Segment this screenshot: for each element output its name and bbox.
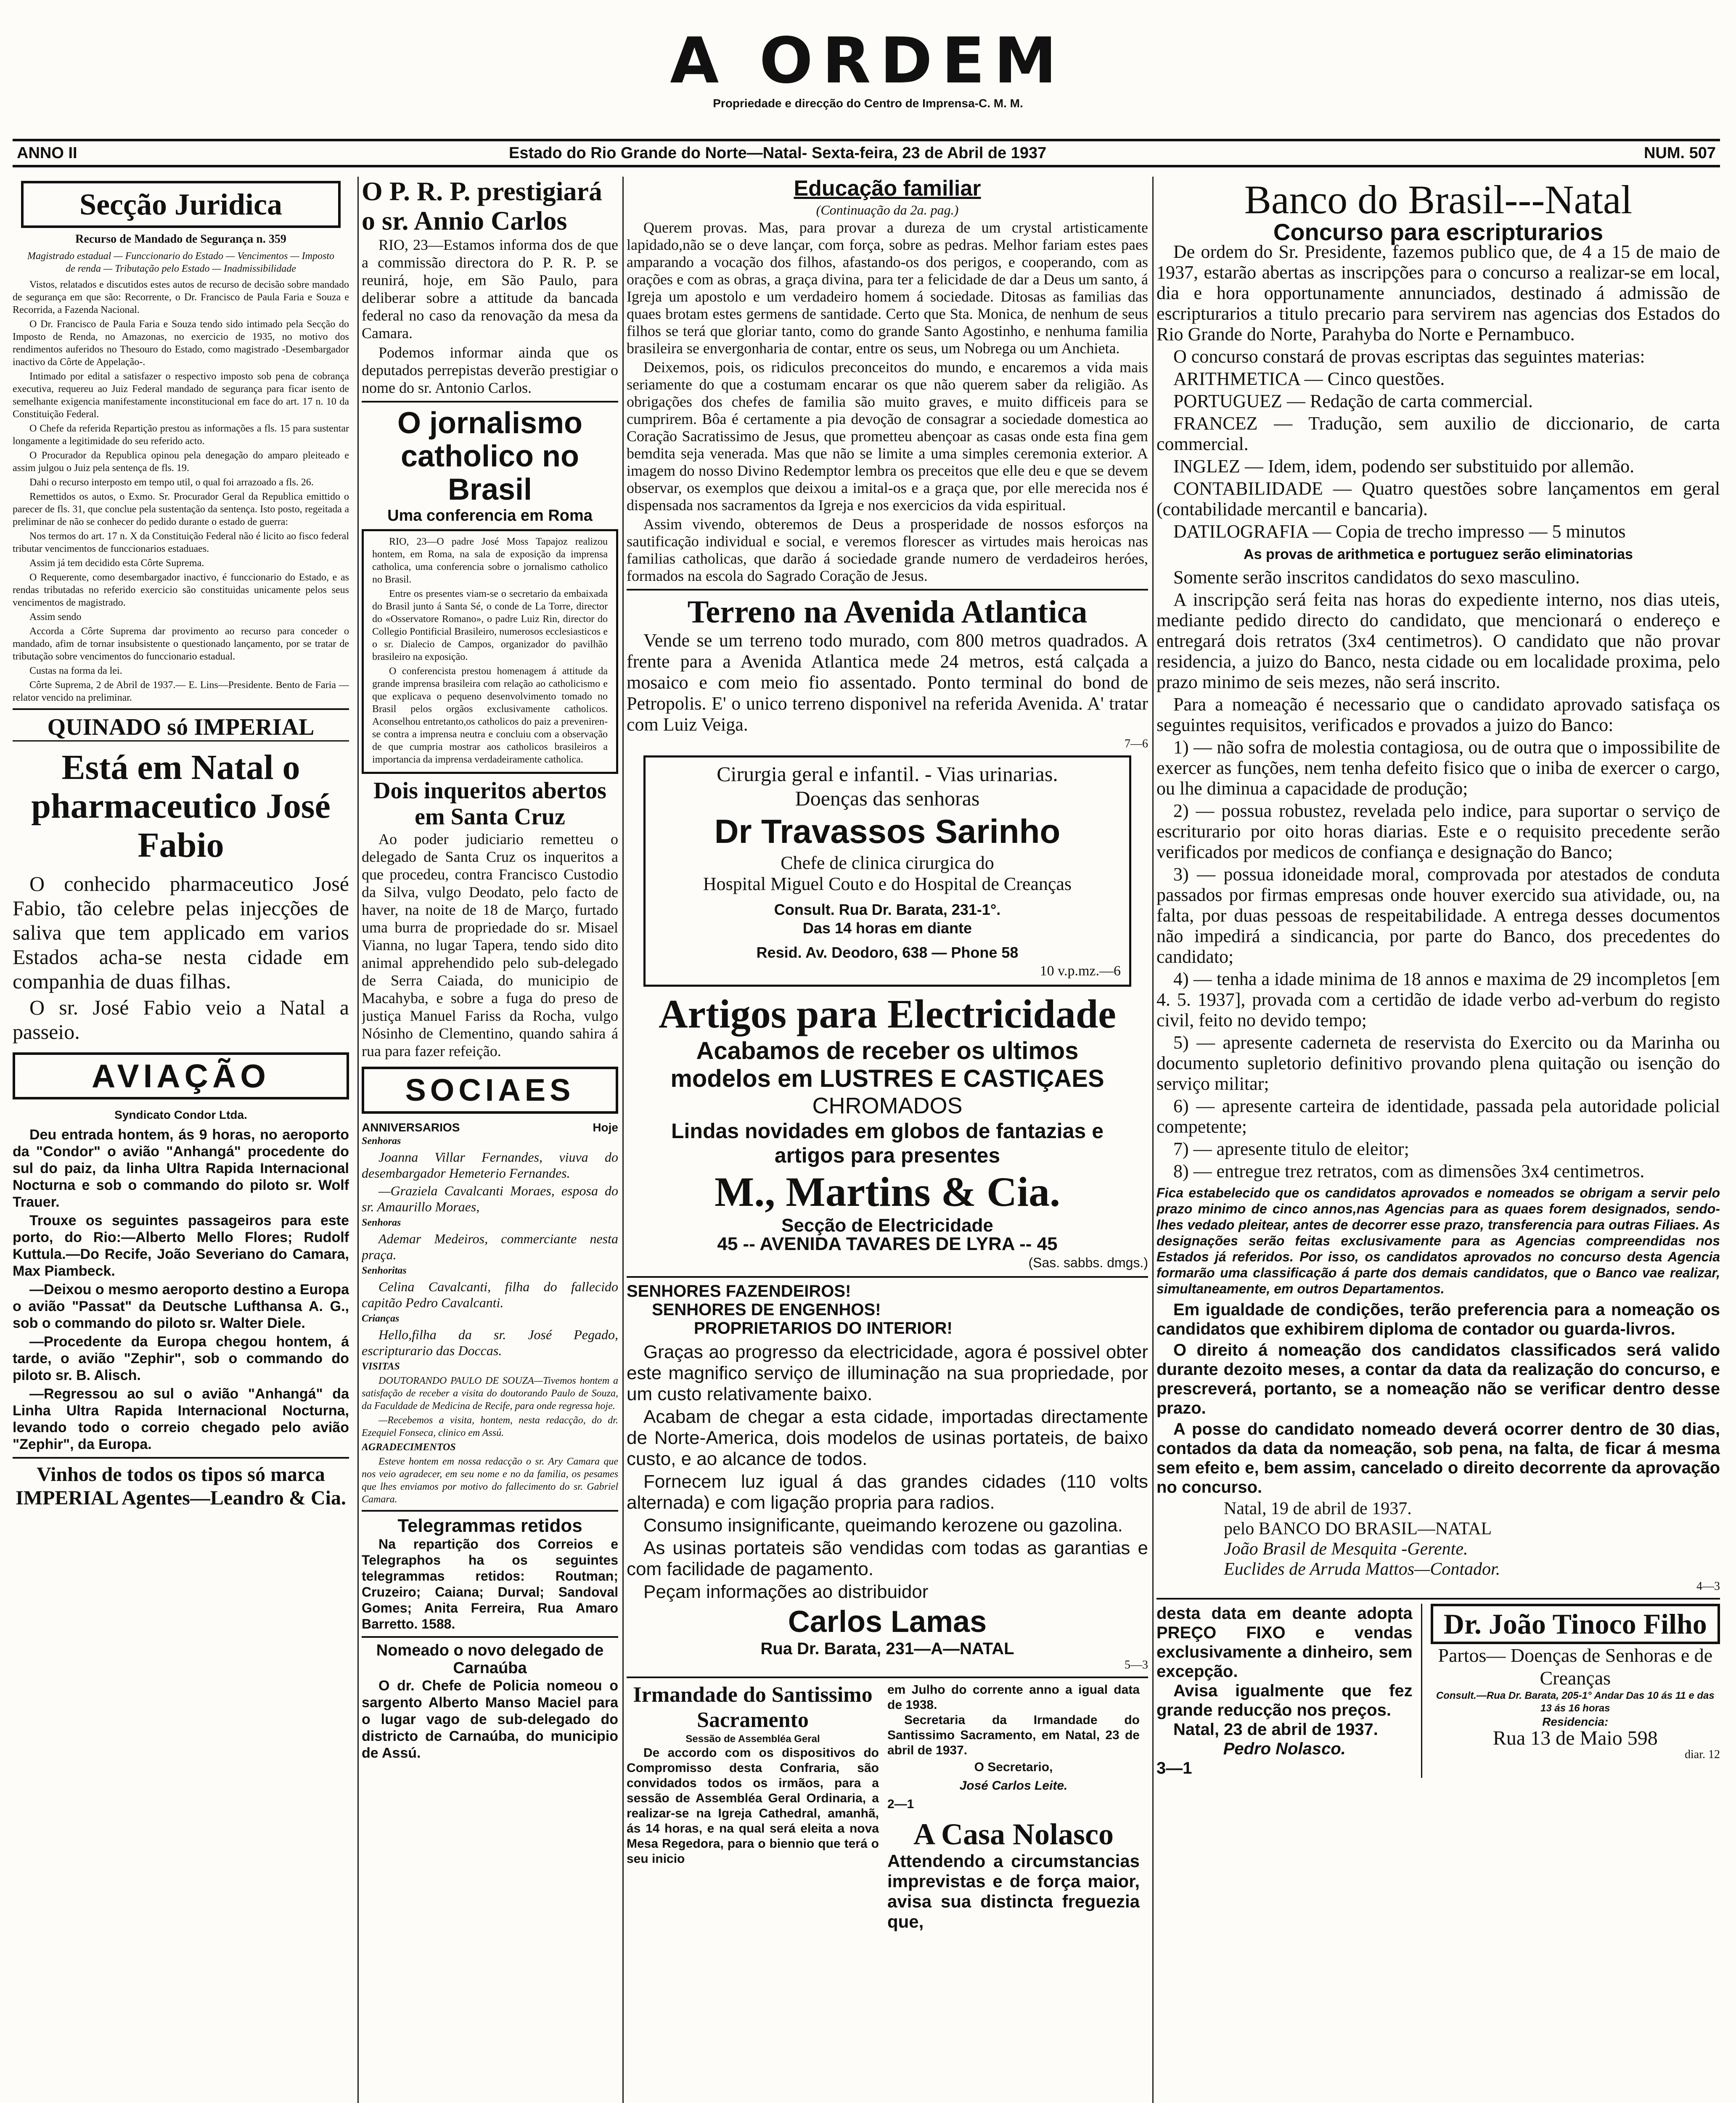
- paragraph: A inscripção será feita nas horas do expediente interno, nos dias uteis, mediante pedido directo do candidato, que mencionará o endereço e entregará dois retratos (3x4 centimetros). O candidato que não provar residencia, a juizo do Banco, nesta cidade ou em localidade proxima, pelo prazo minimo de seis mezes, não será inscrito.: [1156, 589, 1720, 692]
- column-rule: [1152, 177, 1154, 2103]
- label: Senhoritas: [362, 1265, 407, 1276]
- paragraph: Joanna Villar Fernandes, viuva do desembargador Hemeterio Fernandes.: [362, 1149, 618, 1181]
- divider: [627, 1677, 1148, 1678]
- paragraph: Hello,filha da sr. José Pegado, escripturario das Doccas.: [362, 1327, 618, 1358]
- telegrammas-headline: Telegrammas retidos: [397, 1515, 582, 1536]
- paragraph: Trouxe os seguintes passageiros para este porto, do Rio:—Alberto Mello Flores; Rudolf Kuttula.—Do Recife, João Severiano do Camara, Max Piambeck.: [13, 1213, 349, 1279]
- pharmaceutico-body: [13, 871, 349, 1044]
- sign-manager: João Brasil de Mesquita -Gerente.: [1224, 1539, 1468, 1559]
- paragraph: Graças ao progresso da electricidade, agora é possivel obter este magnifico serviço de illuminação na sua propriedade, por um custo relativamente baixo.: [627, 1341, 1148, 1404]
- ad-line: Acabamos de receber os ultimos: [696, 1037, 1079, 1065]
- nomeado-body: [362, 1677, 618, 1761]
- paragraph: Vende se um terreno todo murado, com 800 metros quadrados. A frente para a Avenida Atlantica mede 24 metros, está calçada a mosaico e com meio fio assentado. Ponto terminal do bond de Petropolis. E' o unico terreno disponivel na referida Avenida. A' tratar com Luiz Veiga.: [627, 630, 1148, 735]
- terreno-ref: 7—6: [1125, 737, 1148, 750]
- divider: [362, 1636, 618, 1638]
- paragraph: Côrte Suprema, 2 de Abril de 1937.— E. Lins—Presidente. Bento de Faria —relator vencido na preliminar.: [13, 680, 349, 703]
- tinoco-headline: Dr. João Tinoco Filho: [1431, 1604, 1720, 1644]
- paragraph: Remettidos os autos, o Exmo. Sr. Procurador Geral da Republica emittido o parecer de fls. 31, que conclue pela sustentação da sentença. Isto posto, regeitada a preliminar de não se conhecer do pedido durante o estado de guerra:: [13, 491, 349, 527]
- nolasco-ref: 3—1: [1156, 1759, 1192, 1777]
- label: Senhoras: [362, 1217, 401, 1228]
- sociaes-title: SOCIAES: [362, 1067, 618, 1114]
- case-body: [13, 278, 349, 704]
- materia: ARITHMETICA — Cinco questões.: [1173, 368, 1445, 389]
- column-1: [13, 177, 349, 2103]
- educacao-continuation: (Continuação da 2a. pag.): [816, 202, 959, 218]
- sociaes-header: [362, 1120, 618, 1135]
- column-rule: [357, 177, 359, 2103]
- irmandade-notice: [627, 1682, 1148, 1932]
- nolasco-body: desta data em deante adopta PREÇO FIXO e vendas exclusivamente a dinheiro, sem excepção.: [1156, 1604, 1413, 1681]
- paragraph: Acabam de chegar a esta cidade, importadas directamente de Norte-America, dois modelos de usinas portateis, de baixo custo, e ao alcance de todos.: [627, 1406, 1148, 1469]
- ad-ref: 10 v.p.mz.—6: [1040, 963, 1121, 979]
- paragraph: DOUTORANDO PAULO DE SOUZA—Tivemos hontem a satisfação de receber a visita do doutorando Paulo de Souza, da Faculdade de Medicina de Recife, para onde regressa hoje.: [362, 1375, 618, 1412]
- section-title: Secção Juridica: [21, 181, 341, 228]
- ad-line: Secção de Electricidade: [781, 1215, 993, 1236]
- paragraph: —Graziela Cavalcanti Moraes, esposa do sr. Amaurillo Moraes,: [362, 1183, 618, 1214]
- column-rule: [1421, 1604, 1422, 1778]
- materia: FRANCEZ — Tradução, sem auxilio de diccionario, de carta commercial.: [1156, 413, 1720, 454]
- divider: [627, 1276, 1148, 1278]
- paragraph: Esteve hontem em nossa redacção o sr. Ary Camara que nos veio agradecer, em seu nome e no da familia, os pesames que lhes enviamos por motivo do fallecimento do sr. Gabriel Camara.: [362, 1456, 618, 1505]
- requisito: 3) — possua idoneidade moral, comprovada por atestados de conduta passados por firmas empresas onde houver exercido sua atividade, ou, na falta, por duas pessoas de respeitabilidade. A entrega desses documentos não impedirá a sindicancia, por parte do Banco, dos precedentes do candidato;: [1156, 864, 1720, 967]
- paragraph: Celina Cavalcanti, filha do fallecido capitão Pedro Cavalcanti.: [362, 1279, 618, 1310]
- column-4: [1156, 177, 1720, 2103]
- paragraph: RIO, 23—O padre José Moss Tapajoz realizou hontem, em Roma, na sala de exposição da imprensa catholica, uma conferencia sobre o jornalismo catholico no Brasil.: [372, 536, 608, 585]
- paragraph: Intimado por edital a satisfazer o respectivo imposto sob pena de cobrança executiva, requereu ao Juiz Federal mandado de segurança para ficar isento de semelhante exigencia manifestamente inconstitucional em face do art. 17 n. 10 da Constituição Federal.: [13, 371, 349, 420]
- ad-line: artigos para presentes: [774, 1143, 1000, 1167]
- nolasco-continuation: [1156, 1604, 1413, 1778]
- paragraph: O concurso constará de provas escriptas das seguintes materias:: [1173, 346, 1645, 367]
- divider: [362, 401, 618, 403]
- nolasco-headline: A Casa Nolasco: [913, 1817, 1114, 1851]
- requisito: 8) — entregue trez retratos, com as dimensões 3x4 centimetros.: [1173, 1161, 1645, 1181]
- column-rule: [622, 177, 624, 2103]
- paragraph: Podemos informar ainda que os deputados perrepistas deverão prestigiar o nome do sr. Antonio Carlos.: [362, 344, 618, 396]
- label: AGRADECIMENTOS: [362, 1441, 456, 1453]
- paragraph: Querem provas. Mas, para provar a dureza de um crystal artisticamente lapidado,não se o deve lançar, com força, sobre as pedras. Melhor fariam estes paes amparando a vocação dos filhos, afastando-os dos perigos, e cooperando, com as orações e com as obras, a graça divina, para ter a felicidade de dar a Deus um santo, á Igreja um apostolo e um verdadeiro homem á sociedade. Ditosas as familias das quaes brotam estes germens de santidade. Certo que Sta. Monica, de nenhum de seus filhos se terá que gloriar tanto, como do grande Santo Agostinho, e nenhuma familia brasileira se envergonharia de contar, entre os seus, um Nobrega ou um Anchieta.: [627, 219, 1148, 357]
- paragraph: A posse do candidato nomeado deverá ocorrer dentro de 30 dias, contados da data da nomeação, sob pena, na falta, de ficar á mesma sem efeito e, bem assim, cancelado o direito decorrente da aprovação no concurso.: [1156, 1420, 1720, 1496]
- requisito: 2) — possua robustez, revelada pelo indice, para suportar o serviço de escriturario por oito horas diarias. Este e o requisito precedente serão verificados por medicos de confiança e designação do Banco;: [1156, 800, 1720, 862]
- paragraph: As usinas portateis são vendidas com todas as garantias e com facilidade de pagamento.: [627, 1537, 1148, 1579]
- ad-line: 45 -- AVENIDA TAVARES DE LYRA -- 45: [717, 1233, 1058, 1254]
- nolasco-date: Natal, 23 de abril de 1937.: [1173, 1720, 1378, 1739]
- banco-requisitos: [1156, 567, 1720, 1181]
- irmandade-headline: Irmandade do Santissimo Sacramento: [633, 1682, 873, 1732]
- paragraph: Somente serão inscritos candidatos do sexo masculino.: [1173, 567, 1580, 588]
- banco-signature: [1224, 1499, 1720, 1579]
- ad-headline: Artigos para Electricidade: [659, 991, 1116, 1036]
- irmandade-body-cont: em Julho do corrente anno a igual data de 1938.: [887, 1682, 1140, 1712]
- nolasco-body: Attendendo a circumstancias imprevistas e de força maior, avisa sua distincta freguezia que,: [887, 1851, 1140, 1931]
- issue-year: ANNO II: [17, 144, 77, 162]
- banco-final: [1156, 1300, 1720, 1497]
- materia: DATILOGRAFIA — Copia de trecho impresso — 5 minutos: [1173, 521, 1626, 542]
- paragraph: Na repartição dos Correios e Telegraphos ha os seguintes telegrammas retidos: Routman; Cruzeiro; Caiana; Durval; Sandoval Gomes; Anita Ferreira, Rua Amaro Barretto. 1588.: [362, 1536, 618, 1632]
- paragraph: O dr. Chefe de Policia nomeou o sargento Alberto Manso Maciel para o lugar vago de sub-delegado do districto de Carnaúba, do municipio de Assú.: [362, 1677, 618, 1761]
- paragraph: Ao poder judiciario remetteu o delegado de Santa Cruz os inqueritos a que procedeu, contra Francisco Custodio da Silva, vulgo Deodato, pelo facto de haver, na noite de 18 de Março, furtado uma burra de propriedade do sr. Misael Vianna, no lugar Tapera, tendo sido dito animal apprehendido pelo sub-delegado de Serra Caiada, do municipio de Macahyba, e sobre a fuga do preso de justiça Manuel Fariss da Rocha, vulgo Nósinho de Clementino, quando sahira á rua para fazer refeição.: [362, 830, 618, 1059]
- paragraph: Nos termos do art. 17 n. X da Constituição Federal não é licito ao fisco federal tributar vencimentos de funccionarios estaduaes.: [13, 531, 349, 554]
- doctor-name: Dr Travassos Sarinho: [714, 812, 1061, 850]
- tinoco-residence: Rua 13 de Maio 598: [1493, 1727, 1658, 1749]
- paragraph: De accordo com os dispositivos do Compromisso desta Confraria, são convidados todos os irmãos, para a sessão de Assembléa Geral Ordinaria, a realizar-se na Igreja Cathedral, amanhã, ás 14 horas, e na qual será eleita a nova Mesa Regedora, para o biennio que terá o seu inicio: [627, 1745, 879, 1866]
- travassos-ad: [643, 755, 1131, 987]
- tinoco-specialty: Partos— Doenças de Senhoras e de Creanças: [1438, 1645, 1713, 1689]
- pharmaceutico-headline: Está em Natal o pharmaceutico José Fabio: [31, 748, 331, 865]
- banco-headline: Banco do Brasil---Natal: [1244, 177, 1633, 222]
- telegrammas-body: [362, 1536, 618, 1632]
- requisito: 5) — apresente caderneta de reservista do Exercito ou da Marinha ou documento supletorio definitivo provando plena quitação ou isenção do serviço militar;: [1156, 1032, 1720, 1094]
- paragraph: Vistos, relatados e discutidos estes autos de recurso de decisão sobre mandado de segurança em que são: Recorrente, o Dr. Francisco de Paula Faria e Souza e Recorrida, a Fazenda Nacional.: [13, 279, 349, 315]
- paragraph: Consumo insignificante, queimando kerozene ou gazolina.: [643, 1515, 1123, 1536]
- paragraph: Ademar Medeiros, commerciante nesta praça.: [362, 1231, 618, 1262]
- fazendeiros-ad: [627, 1282, 1148, 1672]
- jornalismo-headline: O jornalismo catholico no Brasil: [397, 406, 583, 507]
- paragraph: —Regressou ao sul o avião "Anhangá" da Linha Ultra Rapida Internacional Nocturna, levando todo o correio chegado pelo avião "Zephir", da Europa.: [13, 1386, 349, 1453]
- requisito: 1) — não sofra de molestia contagiosa, ou de outra que o impossibilite de exercer as funções, nem tenha defeito fisico que o iniba de exercer o cargo, ou lhe diminua a capacidade de produção;: [1156, 737, 1720, 799]
- paragraph: Deu entrada hontem, ás 9 horas, no aeroporto da "Condor" o avião "Anhangá" procedente do sul do paiz, da linha Ultra Rapida Internacional Nocturna e sob o commando do piloto sr. Wolf Trauer.: [13, 1127, 349, 1210]
- inqueritos-headline: Dois inqueritos abertos em Santa Cruz: [373, 778, 606, 830]
- requisito: 7) — apresente titulo de eleitor;: [1173, 1139, 1409, 1159]
- masthead: [0, 25, 1736, 110]
- paragraph: O Chefe da referida Repartição prestou as informações a fls. 15 para sustentar longamente a legitimidade do seu referido acto.: [13, 423, 349, 447]
- paragraph: Deixemos, pois, os ridiculos preconceitos do mundo, e encaremos a vida mais seriamente do que a costumam encarar os que não querem saber da religião. As obrigações dos chefes de familia são muito graves, e muito difficeis para se cumprirem. Bôa é certamente a pia devoção de consagrar a sociedade domestica ao Coração Sacratissimo de Jesus, que prometteu abençoar as casas onde esta fina gem bemdita seja venerada. Mas que não se limite a uma simples ceremonia exterior. A imagem do nosso Divino Redemptor lembra os preceitos que elle deu e que se devem observar, os exemplos que deixou a imital-os e a graça que, por elle merecida nos é dispensada nos sacramentos da Igreja e nos exercicios da vida espiritual.: [627, 359, 1148, 514]
- paragraph: O conhecido pharmaceutico José Fabio, tão celebre pelas injecções de saliva que tem applicado em varios Estados acha-se nesta cidade em companhia de duas filhas.: [13, 872, 349, 993]
- fica-note: Fica estabelecido que os candidatos aprovados e nomeados se obrigam a servir pelo prazo minimo de cinco annos,nas Agencias para as quaes forem designados, sendo-lhes vedado pleitear, antes de decorrer esse prazo, transferencia para outras Filiaes. As designações serão feitas exclusivamente para as Agencias compreendidas nos Estados já referidos. Por isso, os candidatos aprovados no concurso desta Agencia formarão uma classificação á parte dos demais candidatos, que o Banco vae realizar, simultaneamente, em outros Departamentos.: [1156, 1185, 1720, 1296]
- divider: [1156, 1598, 1720, 1600]
- tinoco-resid-label: Residencia:: [1542, 1715, 1609, 1728]
- prp-headline: O P. R. P. prestigiará o sr. Annio Carlos: [362, 177, 602, 236]
- ad-line: Das 14 horas em diante: [802, 919, 972, 937]
- tinoco-ad: [1431, 1604, 1720, 1778]
- ad-line: Doenças das senhoras: [795, 786, 980, 810]
- paragraph: —Recebemos a visita, hontem, nesta redacção, do dr. Ezequiel Fonseca, clinico em Assú.: [362, 1414, 618, 1438]
- requisito: 6) — apresente carteira de identidade, passada pela autoridade policial competente;: [1156, 1096, 1720, 1137]
- quinado-ad: QUINADO só IMPERIAL: [13, 714, 349, 742]
- educacao-headline: Educação familiar: [794, 177, 981, 201]
- column-2: [362, 177, 618, 2103]
- irmandade-signature: José Carlos Leite.: [959, 1778, 1068, 1793]
- divider: [627, 589, 1148, 591]
- ad-line: SENHORES FAZENDEIROS!: [627, 1282, 851, 1300]
- paragraph: O Procurador da Republica opinou pela denegação do amparo pleiteado e assim julgou o Juiz pela sentença de fls. 19.: [13, 450, 349, 474]
- label: VISITAS: [362, 1361, 400, 1372]
- paragraph: De ordem do Sr. Presidente, fazemos publico que, de 4 a 15 de maio de 1937, estarão abertas as inscripções para o concurso a realizar-se em local, dia e hora opportunamente annunciados, destinado á admissão de escripturarios a titulo precario para servirem nas agencias dos Estados do Rio Grande do Norte, Parahyba do Norte e Pernambuco.: [1156, 241, 1720, 344]
- case-heading: Recurso de Mandado de Segurança n. 359: [75, 233, 286, 246]
- sign-accountant: Euclides de Arruda Mattos—Contador.: [1224, 1560, 1500, 1579]
- divider: [362, 1510, 618, 1512]
- paragraph: O conferencista prestou homenagem á attitude da grande imprensa brasileira com relação ao catholicismo e que explicava o pequeno desenvolvimento tomado no Brasil pelos orgãos exclusivamente catholicos. Aconselhou entretanto,os catholicos do paiz a preveniren-se contra a imprensa neutra e concluiu com a observação de que cumpria mostrar aos catholicos brasileiros a importancia da imprensa verdadeiramente catholica.: [372, 666, 608, 765]
- paragraph: O Dr. Francisco de Paula Faria e Souza tendo sido intimado pela Secção do Imposto de Renda, no Amazonas, no exercicio de 1935, no motivo dos rendimentos auferidos no Thesouro do Estado, como magistrado -Desembargador inactivo da Côrte de Appelação-.: [13, 319, 349, 368]
- sign-bank: pelo BANCO DO BRASIL—NATAL: [1224, 1519, 1492, 1539]
- paragraph: Assim já tem decidido esta Côrte Suprema.: [29, 558, 204, 569]
- paragraph: Custas na forma da lei.: [29, 665, 122, 676]
- irmandade-secretary: O Secretario,: [974, 1760, 1053, 1774]
- aviacao-body: [13, 1126, 349, 1453]
- materia: CONTABILIDADE — Quatro questões sobre lançamentos em geral (contabilidade mercantil e bancaria).: [1156, 478, 1720, 519]
- paragraph: O direito á nomeação dos candidatos classificados será valido durante dezoito meses, a contar da data da realização do concurso, e prescreverá, portanto, se a nomeação não se verificar dentro desse prazo.: [1156, 1341, 1720, 1417]
- ad-line: Rua Dr. Barata, 231—A—NATAL: [760, 1639, 1014, 1658]
- nolasco-signature: Pedro Nolasco.: [1223, 1740, 1346, 1758]
- materia: PORTUGUEZ — Redação de carta commercial.: [1173, 391, 1533, 411]
- paragraph: Dahi o recurso interposto em tempo util, o qual foi arrazoado a fls. 26.: [29, 477, 314, 488]
- ad-line: Resid. Av. Deodoro, 638 — Phone 58: [756, 943, 1019, 961]
- case-summary: Magistrado estadual — Funccionario do Estado — Vencimentos — Imposto de renda — Tributação pelo Estado — Inadmissibilidade: [27, 251, 334, 274]
- vinhos-ad: Vinhos de todos os tipos só marca IMPERIAL Agentes—Leandro & Cia.: [16, 1463, 346, 1510]
- newspaper-title: A ORDEM: [670, 24, 1066, 98]
- tinoco-consult: Consult.—Rua Dr. Barata, 205-1° Andar Das 10 ás 11 e das 13 ás 16 horas: [1436, 1690, 1715, 1714]
- aviacao-title: AVIAÇÃO: [13, 1052, 349, 1099]
- electricidade-ad: [627, 991, 1148, 1272]
- educacao-body: [627, 219, 1148, 585]
- tinoco-ref: diar. 12: [1685, 1748, 1720, 1761]
- materia: INGLEZ — Idem, idem, podendo ser substituido por allemão.: [1173, 456, 1635, 477]
- nomeado-headline: Nomeado o novo delegado de Carnaúba: [376, 1641, 604, 1677]
- requisito: 4) — tenha a idade minima de 18 annos e maxima de 29 incompletos [em 4. 5. 1937], provada com a certidão de idade verbo ad-verbum do registo civil, feito no devido tempo;: [1156, 969, 1720, 1030]
- ad-line: PROPRIETARIOS DO INTERIOR!: [694, 1319, 953, 1338]
- paragraph: —Deixou o mesmo aeroporto destino a Europa o avião "Passat" da Deutsche Lufthansa A. G., sob o commando do piloto sr. Walter Diele.: [13, 1282, 349, 1332]
- firm-name: M., Martins & Cia.: [714, 1168, 1061, 1215]
- ad-body: [627, 1342, 1148, 1602]
- sign-date: Natal, 19 de abril de 1937.: [1224, 1499, 1412, 1518]
- hoje-label: Hoje: [593, 1120, 618, 1134]
- ad-ref: 5—3: [1125, 1658, 1148, 1671]
- terreno-body: [627, 630, 1148, 735]
- label: Senhoras: [362, 1135, 401, 1147]
- provas-note: As provas de arithmetica e portuguez serão eliminatorias: [1244, 546, 1633, 562]
- irmandade-body: [627, 1745, 879, 1867]
- paragraph: RIO, 23—Estamos informa dos de que a commissão directora do P. R. P. se reunirá, hoje, em São Paulo, para deliberar sobre a attitude da bancada federal no caso da renovação da mesa da Camara.: [362, 236, 618, 342]
- aviacao-subtitle: Syndicato Condor Ltda.: [114, 1108, 247, 1122]
- inqueritos-body: [362, 830, 618, 1060]
- ad-line: Chefe de clinica cirurgica do: [781, 852, 994, 873]
- prp-body: [362, 236, 618, 397]
- ad-note: (Sas. sabbs. dmgs.): [1028, 1255, 1148, 1270]
- banco-body: [1156, 241, 1720, 542]
- irmandade-ref: 2—1: [887, 1797, 914, 1811]
- ad-line: Lindas novidades em globos de fantazias e: [671, 1119, 1104, 1143]
- paragraph: Fornecem luz igual á das grandes cidades (110 volts alternada) e com ligação propria para radios.: [627, 1471, 1148, 1513]
- ad-line: CHROMADOS: [812, 1093, 963, 1118]
- divider: [13, 1457, 349, 1459]
- paragraph: Para a nomeação é necessario que o candidato aprovado satisfaça os seguintes requisitos, verificados e provados a juizo do Banco:: [1156, 694, 1720, 735]
- jornalismo-subtitle: Uma conferencia em Roma: [387, 507, 593, 525]
- divider: [13, 708, 349, 710]
- firm-name: Carlos Lamas: [788, 1605, 987, 1639]
- jornalismo-box: [362, 529, 618, 774]
- sociaes-body: [362, 1135, 618, 1506]
- issue-number: NUM. 507: [1643, 144, 1716, 162]
- dateline: [13, 139, 1720, 167]
- bottom-ads: [1156, 1604, 1720, 1778]
- place-date: Estado do Rio Grande do Norte—Natal- Sexta-feira, 23 de Abril de 1937: [509, 144, 1047, 162]
- paragraph: —Procedente da Europa chegou hontem, á tarde, o avião "Zephir", sob o commando do piloto sr. B. Alisch.: [13, 1334, 349, 1384]
- ad-line: modelos em LUSTRES E CASTIÇAES: [670, 1065, 1104, 1092]
- ad-line: Cirurgia geral e infantil. - Vias urinarias.: [717, 762, 1058, 786]
- anniversarios-label: ANNIVERSARIOS: [362, 1120, 460, 1134]
- banco-ref: 4—3: [1696, 1580, 1720, 1593]
- paragraph: O sr. José Fabio veio a Natal a passeio.: [13, 996, 349, 1044]
- ad-line: Consult. Rua Dr. Barata, 231-1°.: [774, 901, 1001, 918]
- ad-line: Hospital Miguel Couto e do Hospital de Creanças: [703, 873, 1072, 894]
- paragraph: Entre os presentes viam-se o secretario da embaixada do Brasil junto á Santa Sé, o conde de La Torre, director do «Osservatore Romano», o padre Luiz Rin, director do Collegio Pontificial Brasileiro, numerosos ecclesiasticos e o sr. Dialecio de Campos, organizador do pavilhão brasileiro na exposição.: [372, 588, 608, 663]
- newspaper-subtitle: Propriedade e direcção do Centro de Imprensa-C. M. M.: [713, 97, 1023, 110]
- paragraph: Peçam informações ao distribuidor: [643, 1581, 929, 1602]
- banco-subtitle: Concurso para escripturarios: [1273, 219, 1604, 245]
- irmandade-body-cont: Secretaria da Irmandade do Santissimo Sacramento, em Natal, 23 de abril de 1937.: [887, 1713, 1140, 1757]
- nolasco-body: Avisa igualmente que fez grande reducção nos preços.: [1156, 1682, 1413, 1719]
- paragraph: Em igualdade de condições, terão preferencia para a nomeação os candidatos que exhibirem diploma de contador ou guarda-livros.: [1156, 1300, 1720, 1338]
- paragraph: Assim vivendo, obteremos de Deus a prosperidade de nossos esforços na sautificação individual e social, e veremos florescer as virtudes mais heroicas nas familias catholicas, que darão á sociedade grande numero de verdadeiros heróes, formados na escola do Sagrado Coração de Jesus.: [627, 516, 1148, 585]
- paragraph: Accorda a Côrte Suprema dar provimento ao recurso para conceder o mandado, afim de tornar insubsistente o questionado lançamento, por se tratar de tributação sobre vencimentos do funccionario estadual.: [13, 626, 349, 662]
- label: Crianças: [362, 1313, 400, 1324]
- irmandade-subtitle: Sessão de Assembléa Geral: [685, 1733, 820, 1745]
- column-3: [627, 177, 1148, 2103]
- ad-line: SENHORES DE ENGENHOS!: [652, 1300, 881, 1319]
- terreno-headline: Terreno na Avenida Atlantica: [687, 594, 1088, 630]
- paragraph: O Requerente, como desembargador inactivo, é funccionario do Estado, e as rendas tributadas no referido exercicio são constituidas unicamente pelos seus vencimentos de magistrado.: [13, 572, 349, 608]
- paragraph: Assim sendo: [29, 612, 82, 622]
